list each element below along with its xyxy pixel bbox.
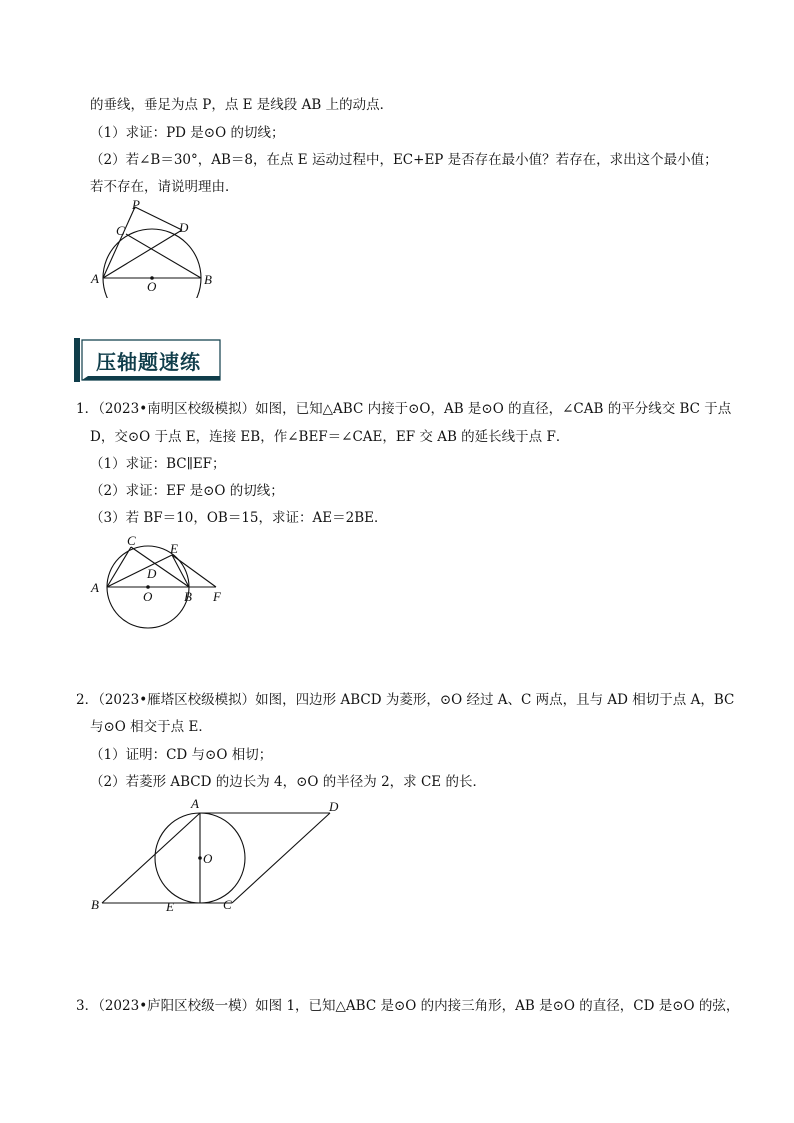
label-B: B xyxy=(91,897,99,912)
label-O: O xyxy=(143,589,153,604)
label-E: E xyxy=(170,541,178,556)
problem-1-question-3: （3）若 BF＝10，OB＝15，求证：AE＝2BE． xyxy=(90,510,388,526)
problem-1-question-1: （1）求证：BC∥EF； xyxy=(90,456,226,472)
intro-line1: 的垂线，垂足为点 P，点 E 是线段 AB 上的动点． xyxy=(90,97,394,113)
intro-figure xyxy=(86,198,220,298)
problem-1-figure xyxy=(86,530,236,632)
section-title: 压轴题速练 xyxy=(96,350,201,374)
problem-1-line2: D，交⊙O 于点 E，连接 EB，作∠BEF＝∠CAE，EF 交 AB 的延长线于点 F． xyxy=(90,429,570,445)
label-O: O xyxy=(203,851,213,866)
label-E: E xyxy=(166,899,174,914)
intro-question-2-line1: （2）若∠B＝30°，AB＝8，在点 E 运动过程中，EC+EP 是否存在最小值？若存在，求出这个最小值； xyxy=(90,152,718,168)
intro-question-2-line2: 若不存在，请说明理由． xyxy=(90,179,239,195)
problem-3-line1: 3．（2023•庐阳区校级一模）如图 1，已知△ABC 是⊙O 的内接三角形，AB 是⊙O 的直径，CD 是⊙O 的弦， xyxy=(76,998,740,1014)
label-C: C xyxy=(116,223,125,238)
problem-2-question-2: （2）若菱形 ABCD 的边长为 4，⊙O 的半径为 2，求 CE 的长． xyxy=(90,774,486,790)
problem-1-question-2: （2）求证：EF 是⊙O 的切线； xyxy=(90,483,284,499)
problem-1-line1: 1．（2023•南明区校级模拟）如图，已知△ABC 内接于⊙O，AB 是⊙O 的直径，∠CAB 的平分线交 BC 于点 xyxy=(76,401,732,417)
label-C: C xyxy=(127,533,136,548)
label-A: A xyxy=(191,796,199,811)
intro-question-1: （1）求证：PD 是⊙O 的切线； xyxy=(90,125,285,141)
problem-2-line1: 2．（2023•雁塔区校级模拟）如图，四边形 ABCD 为菱形，⊙O 经过 A、C 两点，且与 AD 相切于点 A，BC xyxy=(76,692,735,708)
problem-2-line2: 与⊙O 相交于点 E． xyxy=(90,719,212,735)
problem-2-question-1: （1）证明：CD 与⊙O 相切； xyxy=(90,747,273,763)
label-A: A xyxy=(91,580,99,595)
label-B: B xyxy=(204,272,212,287)
label-O: O xyxy=(147,279,157,294)
label-F: F xyxy=(213,589,221,604)
label-C: C xyxy=(223,897,232,912)
label-P: P xyxy=(132,198,140,212)
label-D: D xyxy=(147,566,157,581)
problem-2-figure xyxy=(86,792,348,916)
label-D: D xyxy=(179,220,189,235)
label-A: A xyxy=(91,271,99,286)
label-D: D xyxy=(329,799,339,814)
label-B: B xyxy=(184,589,192,604)
